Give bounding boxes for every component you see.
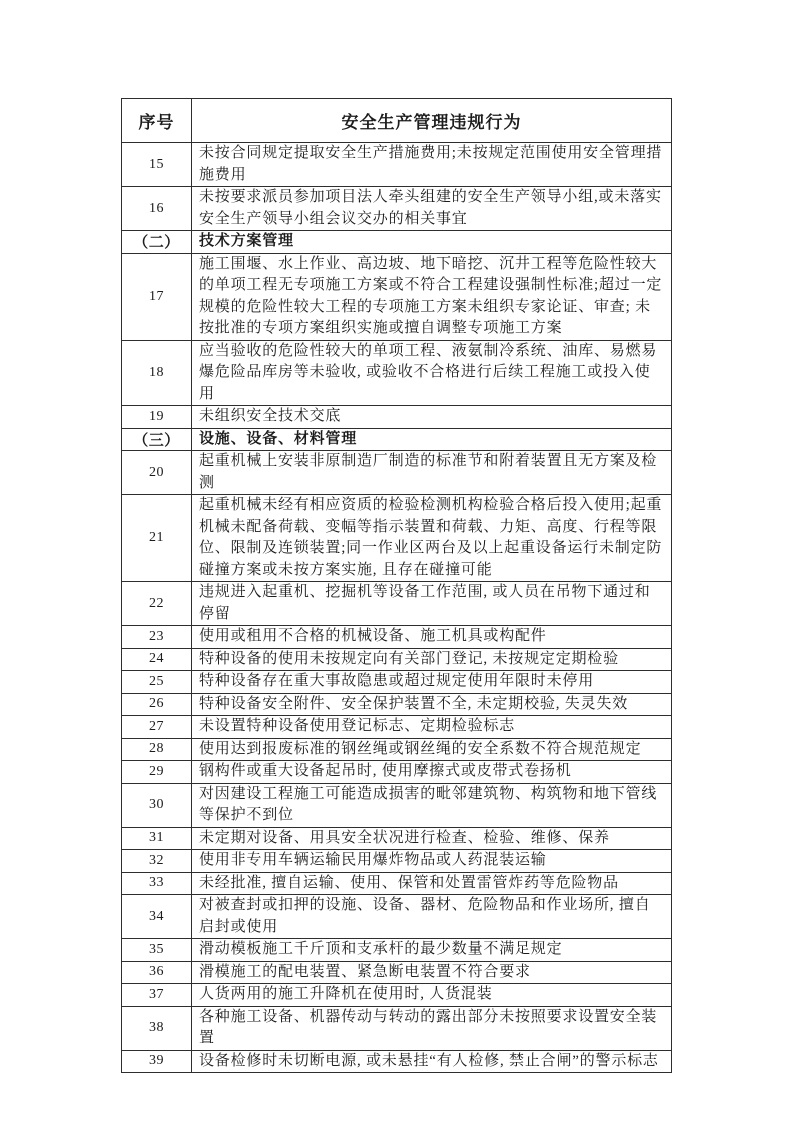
row-text: 使用非专用车辆运输民用爆炸物品或人药混装运输 <box>192 850 672 873</box>
row-number: 39 <box>122 1050 192 1073</box>
row-number: 26 <box>122 693 192 716</box>
table-row <box>122 340 672 406</box>
table-row <box>122 872 672 895</box>
table-row <box>122 582 672 626</box>
section-title: 技术方案管理 <box>192 231 672 254</box>
table-row <box>122 850 672 873</box>
row-text: 起重机械未经有相应资质的检验检测机构检验合格后投入使用;起重机械未配备荷载、变幅等指示装置和荷载、力矩、高度、行程等限位、限制及连锁装置;同一作业区两台及以上起重设备运行未制定防碰撞方案或未按方案实施, 且存在碰撞可能 <box>192 495 672 582</box>
row-number: 33 <box>122 872 192 895</box>
row-text: 未按合同规定提取安全生产措施费用;未按规定范围使用安全管理措施费用 <box>192 143 672 187</box>
row-number: 16 <box>122 187 192 231</box>
row-number: 19 <box>122 406 192 429</box>
table-row <box>122 648 672 671</box>
table-row <box>122 939 672 962</box>
table-row <box>122 693 672 716</box>
row-number: 18 <box>122 340 192 406</box>
table-row <box>122 827 672 850</box>
header-col-number: 序号 <box>122 99 192 143</box>
row-text: 违规进入起重机、挖掘机等设备工作范围, 或人员在吊物下通过和停留 <box>192 582 672 626</box>
table-row <box>122 143 672 187</box>
section-row <box>122 231 672 254</box>
violations-table <box>121 98 672 1073</box>
row-text: 设备检修时未切断电源, 或未悬挂“有人检修, 禁止合闸”的警示标志 <box>192 1050 672 1073</box>
row-text: 未定期对设备、用具安全状况进行检查、检验、维修、保养 <box>192 827 672 850</box>
row-number: 34 <box>122 895 192 939</box>
table-row <box>122 761 672 784</box>
row-text: 使用达到报废标准的钢丝绳或钢丝绳的安全系数不符合规范规定 <box>192 738 672 761</box>
row-number: 29 <box>122 761 192 784</box>
table-row <box>122 716 672 739</box>
row-number: 24 <box>122 648 192 671</box>
row-text: 滑模施工的配电装置、紧急断电装置不符合要求 <box>192 961 672 984</box>
row-number: 21 <box>122 495 192 582</box>
table-row <box>122 961 672 984</box>
table-row <box>122 451 672 495</box>
section-row <box>122 428 672 451</box>
table-row <box>122 1050 672 1073</box>
row-text: 特种设备存在重大事故隐患或超过规定使用年限时未停用 <box>192 671 672 694</box>
row-text: 未组织安全技术交底 <box>192 406 672 429</box>
row-text: 未按要求派员参加项目法人牵头组建的安全生产领导小组,或未落实安全生产领导小组会议交办的相关事宜 <box>192 187 672 231</box>
header-col-behavior: 安全生产管理违规行为 <box>192 99 672 143</box>
row-text: 对因建设工程施工可能造成损害的毗邻建筑物、构筑物和地下管线等保护不到位 <box>192 783 672 827</box>
row-number: 36 <box>122 961 192 984</box>
table-row <box>122 187 672 231</box>
section-number: （二） <box>122 231 192 254</box>
row-number: 28 <box>122 738 192 761</box>
table-row <box>122 895 672 939</box>
row-text: 钢构件或重大设备起吊时, 使用摩擦式或皮带式卷扬机 <box>192 761 672 784</box>
table-body <box>122 143 672 1073</box>
table-row <box>122 984 672 1007</box>
row-text: 人货两用的施工升降机在使用时, 人货混装 <box>192 984 672 1007</box>
row-number: 22 <box>122 582 192 626</box>
table-row <box>122 253 672 340</box>
row-text: 各种施工设备、机器传动与转动的露出部分未按照要求设置安全装置 <box>192 1006 672 1050</box>
table-row <box>122 671 672 694</box>
row-text: 未设置特种设备使用登记标志、定期检验标志 <box>192 716 672 739</box>
row-number: 30 <box>122 783 192 827</box>
row-number: 23 <box>122 626 192 649</box>
row-text: 特种设备安全附件、安全保护装置不全, 未定期校验, 失灵失效 <box>192 693 672 716</box>
section-title: 设施、设备、材料管理 <box>192 428 672 451</box>
table-row <box>122 738 672 761</box>
row-number: 35 <box>122 939 192 962</box>
row-text: 使用或租用不合格的机械设备、施工机具或构配件 <box>192 626 672 649</box>
table-row <box>122 626 672 649</box>
table-row <box>122 783 672 827</box>
row-number: 37 <box>122 984 192 1007</box>
row-number: 20 <box>122 451 192 495</box>
table-row <box>122 495 672 582</box>
table-row <box>122 1006 672 1050</box>
row-text: 起重机械上安装非原制造厂制造的标准节和附着装置且无方案及检测 <box>192 451 672 495</box>
row-number: 27 <box>122 716 192 739</box>
row-number: 31 <box>122 827 192 850</box>
row-text: 对被查封或扣押的设施、设备、器材、危险物品和作业场所, 擅自启封或使用 <box>192 895 672 939</box>
row-number: 17 <box>122 253 192 340</box>
row-number: 32 <box>122 850 192 873</box>
table-header-row <box>122 99 672 143</box>
row-text: 应当验收的危险性较大的单项工程、液氨制冷系统、油库、易燃易爆危险品库房等未验收, 或验收不合格进行后续工程施工或投入使用 <box>192 340 672 406</box>
row-text: 未经批准, 擅自运输、使用、保管和处置雷管炸药等危险物品 <box>192 872 672 895</box>
table-row <box>122 406 672 429</box>
row-text: 施工围堰、水上作业、高边坡、地下暗挖、沉井工程等危险性较大的单项工程无专项施工方案或不符合工程建设强制性标准;超过一定规模的危险性较大工程的专项施工方案未组织专家论证、审查; 未按批准的专项方案组织实施或擅自调整专项施工方案 <box>192 253 672 340</box>
row-number: 15 <box>122 143 192 187</box>
section-number: （三） <box>122 428 192 451</box>
row-text: 特种设备的使用未按规定向有关部门登记, 未按规定定期检验 <box>192 648 672 671</box>
row-text: 滑动模板施工千斤顶和支承杆的最少数量不满足规定 <box>192 939 672 962</box>
row-number: 25 <box>122 671 192 694</box>
row-number: 38 <box>122 1006 192 1050</box>
